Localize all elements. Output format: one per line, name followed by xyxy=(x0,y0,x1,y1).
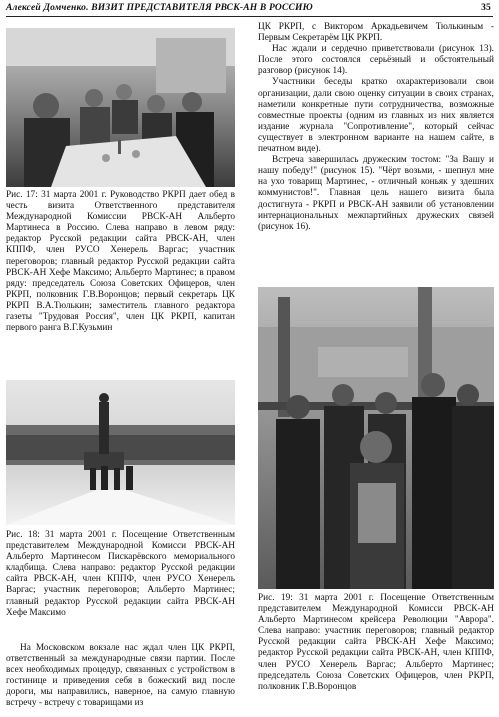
figure-17-caption: Рис. 17: 31 марта 2001 г. Руководство РКРП дает обед в честь визита Ответственного представителя Международной Комиссии РВСК-АН Альберто Мартинеса в Россию. Слева направо в левом ряду: редактор Русской редакции сайта РВСК-АН, член КППФ, член РУСО Хенерель Варгас; участник переговоров; главный редактор Русской редакции сайта РВСК-АН Хефе Максимо; Альберто Мартинес; в правом ряду: председатель Союза Советских Офицеров, член РКРП, полковник Г.В.Воронцов; первый секретарь ЦК РКРП В.А.Тюлькин; заместитель главного редактора газеты "Трудовая Россия", член ЦК РКРП, капитан первого ранга В.Г.Кузьмин xyxy=(6,190,235,334)
photo-banquet xyxy=(6,28,235,187)
aurora-photo-image xyxy=(258,287,494,589)
header-title: Алексей Домченко. ВИЗИТ ПРЕДСТАВИТЕЛЯ РВСК-АН В РОССИЮ xyxy=(6,3,313,13)
right-paragraph-3: Участники беседы кратко охарактеризовали свои организации, дали свою оценку ситуации в своих странах, наметили конкретные пути сотрудничества, возможные совместные проекты (одним из главных из них является издание журнала "Сопротивление", который сейчас существует в электронном варианте на нашем сайте, в печатном виде). xyxy=(258,77,494,155)
right-column-text xyxy=(258,22,494,233)
right-paragraph-1: ЦК РКРП, с Виктором Аркадьевичем Тюлькиным - Первым Секретарём ЦК РКРП. xyxy=(258,22,494,44)
photo-cemetery xyxy=(6,380,235,525)
header-rule xyxy=(6,16,493,17)
cemetery-photo-image xyxy=(6,380,235,525)
page-number: 35 xyxy=(481,3,491,13)
banquet-photo-image xyxy=(6,28,235,187)
figure-19-caption: Рис. 19: 31 марта 2001 г. Посещение Ответственным представителем Международной Комисси РВСК-АН Альберто Мартинесом крейсера Революции "Аврора". Слева направо: участник переговоров; главный редактор Русской редакции сайта РВСК-АН Хефе Максимо; редактор Русской редакции сайта РВСК-АН, член КППФ, член РУСО Хенерель Варгас; Альберто Мартинес; председатель Союза Советских Офицеров, член РКРП, полковник Г.В.Воронцов xyxy=(258,593,494,692)
right-paragraph-2: Нас ждали и сердечно приветствовали (рисунок 13). После этого состоялся серьёзный и обстоятельный разговор (рисунок 14). xyxy=(258,44,494,77)
figure-18-caption: Рис. 18: 31 марта 2001 г. Посещение Ответственным представителем Международной Комисси РВСК-АН Альберто Мартинесом Пискарёвского мемориального кладбища. Слева направо: редактор Русской редакции сайта РВСК-АН, член КППФ, член РУСО Хенерель Варгас; участник переговоров; Альберто Мартинес; главный редактор Русской редакции сайта РВСК-АН Хефе Максимо xyxy=(6,530,235,618)
running-header xyxy=(6,2,493,16)
left-column-text xyxy=(6,643,235,710)
photo-aurora xyxy=(258,287,494,589)
right-paragraph-4: Встреча завершилась дружеским тостом: "За Вашу и нашу победу!" (рисунок 15). "Чёрт возьми, - шепнул мне на ухо товарищ Мартинес, - отличный коньяк у здешних коммунистов!". Главная цель нашего визита была достигнута - РКРП и РВСК-АН заявили об установлении интернациональных межпартийных дружеских связей (рисунок 16). xyxy=(258,155,494,232)
left-paragraph-1: На Московском вокзале нас ждал член ЦК РКРП, ответственный за международные связи партии. После всех необходимых процедур, связанных с устройством в гостинице и приведения себя в божеский вид после дороги, мы направились, наверное, на самую главную встречу - встречу с товарищами из xyxy=(6,643,235,709)
